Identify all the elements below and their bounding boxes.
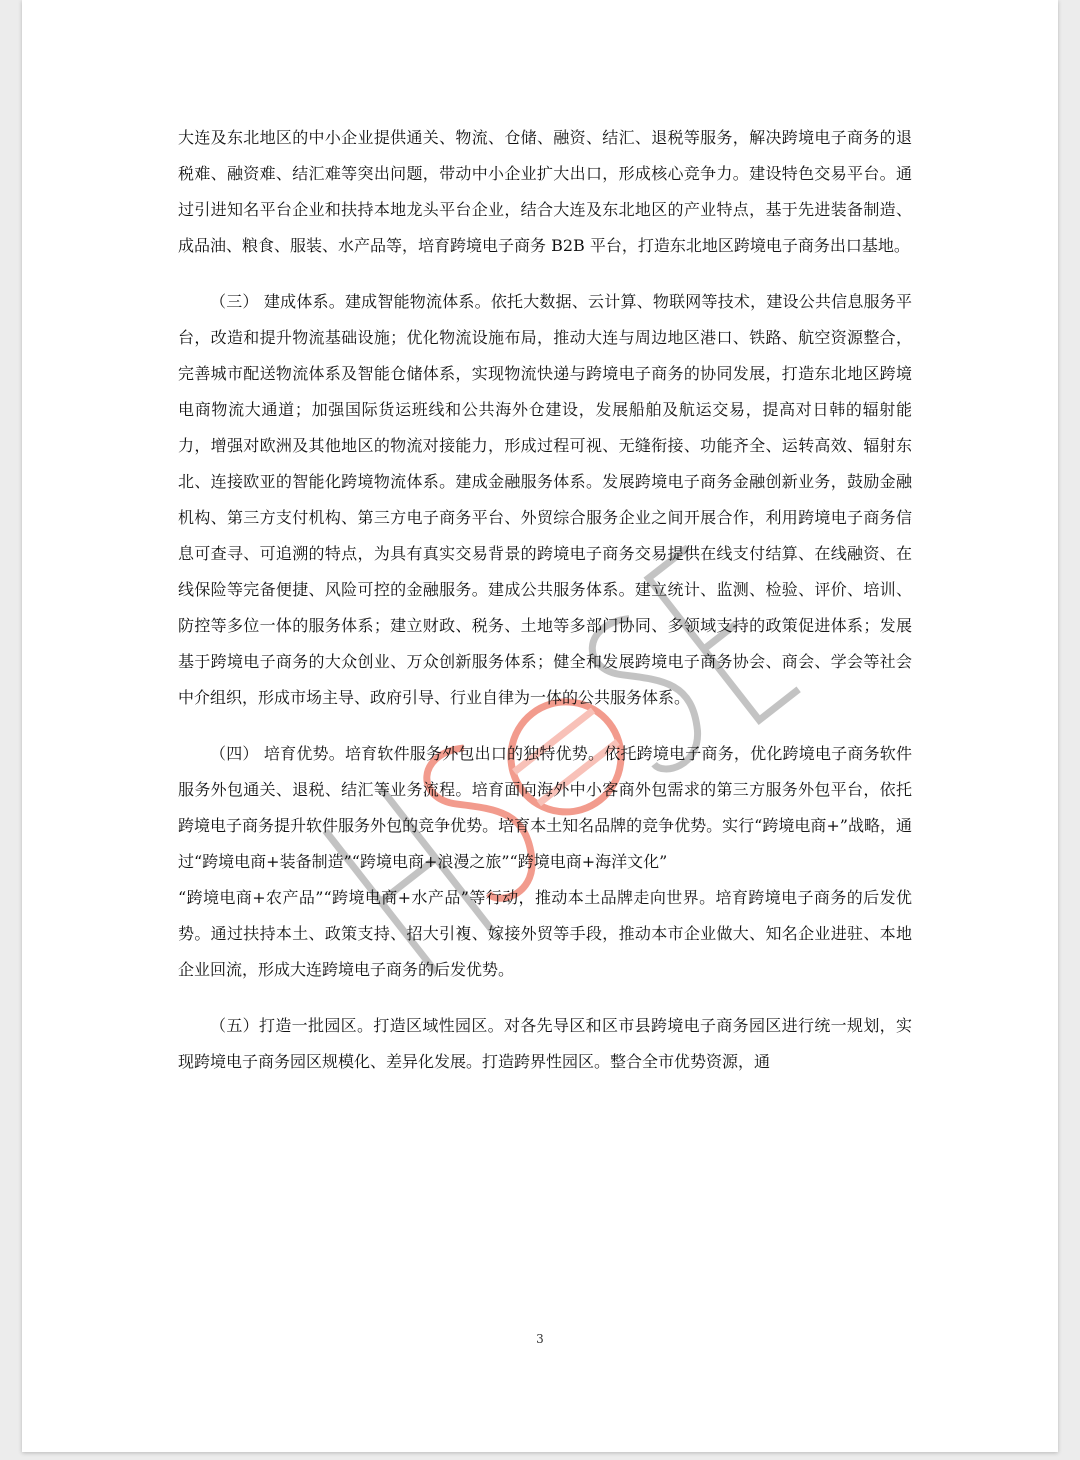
paragraph-5: （五）打造一批园区。打造区域性园区。对各先导区和区市县跨境电子商务园区进行统一规划，实现跨境电子商务园区规模化、差异化发展。打造跨界性园区。整合全市优势资源，通 — [178, 1016, 912, 1071]
page-number: 3 — [536, 1332, 544, 1346]
paragraph-3: （四） 培育优势。培育软件服务外包出口的独特优势。依托跨境电子商务，优化跨境电子商务软件服务外包通关、退税、结汇等业务流程。培育面向海外中小客商外包需求的第三方服务外包平台，依托跨境电子商务提升软件服务外包的竞争优势。培育本土知名品牌的竞争优势。实行“跨境电商+”战略，通过“跨境电商+装备制造”“跨境电商+浪漫之旅”“跨境电商+海洋文化” — [178, 744, 912, 871]
paragraph-4: “跨境电商+农产品”“跨境电商+水产品”等行动，推动本土品牌走向世界。培育跨境电子商务的后发优势。通过扶持本土、政策支持、招大引複、嫁接外贸等手段，推动本市企业做大、知名企业进驻、本地企业回流，形成大连跨境电子商务的后发优势。 — [178, 888, 912, 979]
paragraph-1: 大连及东北地区的中小企业提供通关、物流、仓储、融资、结汇、退税等服务，解决跨境电子商务的退税难、融资难、结汇难等突出问题，带动中小企业扩大出口，形成核心竞争力。建设特色交易平台。通过引进知名平台企业和扶持本地龙头平台企业，结合大连及东北地区的产业特点，基于先进装备制造、成品油、粮食、服装、水产品等，培育跨境电子商务 B2B 平台，打造东北地区跨境电子商务出口基地。 — [178, 128, 912, 255]
paragraph-2: （三） 建成体系。建成智能物流体系。依托大数据、云计算、物联网等技术，建设公共信息服务平台，改造和提升物流基础设施；优化物流设施布局，推动大连与周边地区港口、铁路、航空资源整合，完善城市配送物流体系及智能仓储体系，实现物流快递与跨境电子商务的协同发展，打造东北地区跨境电商物流大通道；加强国际货运班线和公共海外仓建设，发展船舶及航运交易，提高对日韩的辐射能力，增强对欧洲及其他地区的物流对接能力，形成过程可视、无缝衔接、功能齐全、运转高效、辐射东北、连接欧亚的智能化跨境物流体系。建成金融服务体系。发展跨境电子商务金融创新业务，鼓励金融机构、第三方支付机构、第三方电子商务平台、外贸综合服务企业之间开展合作，利用跨境电子商务信息可查寻、可追溯的特点，为具有真实交易背景的跨境电子商务交易提供在线支付结算、在线融资、在线保险等完备便捷、风险可控的金融服务。建成公共服务体系。建立统计、监测、检验、评价、培训、防控等多位一体的服务体系；建立财政、税务、土地等多部门协同、多领域支持的政策促进体系；发展基于跨境电子商务的大众创业、万众创新服务体系；健全和发展跨境电子商务协会、商会、学会等社会中介组织，形成市场主导、政府引导、行业自律为一体的公共服务体系。 — [178, 292, 912, 707]
document-page — [22, 0, 1058, 1452]
document-body — [178, 120, 912, 1080]
